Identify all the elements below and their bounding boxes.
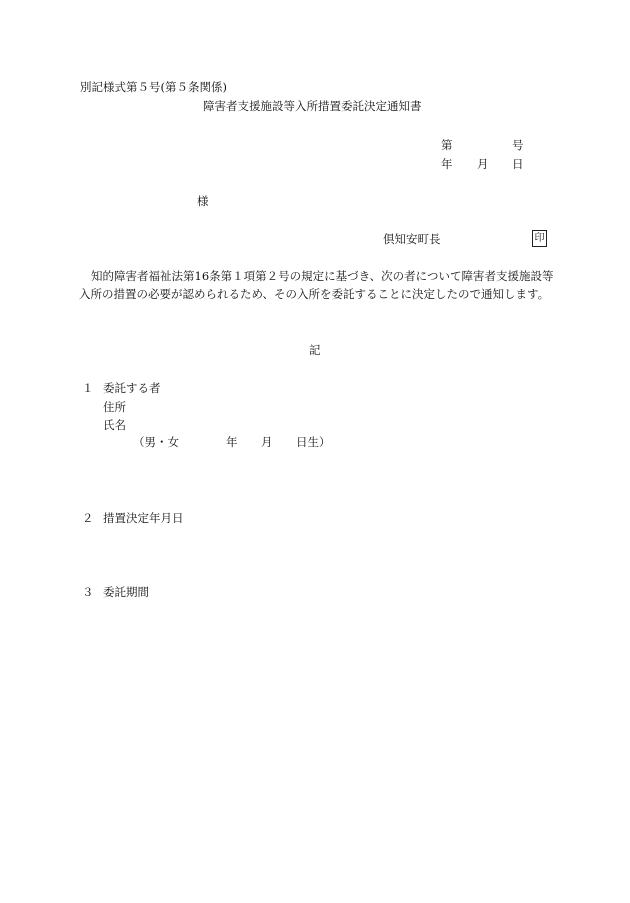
body-paragraph: 知的障害者福祉法第16条第１項第２号の規定に基づき、次の者について障害者支援施設等入所の措置の必要が認められるため、その入所を委託することに決定したので通知します。 (79, 269, 554, 301)
number-prefix: 第 (441, 138, 453, 152)
item-1-label: 委託する者 (103, 381, 161, 395)
document-title: 障害者支援施設等入所措置委託決定通知書 (203, 99, 422, 113)
item-1-name-label: 氏名 (103, 418, 126, 432)
item-1-birth-day: 日生） (296, 435, 331, 449)
date-day: 日 (512, 157, 524, 171)
item-1-birth-month: 月 (261, 435, 273, 449)
form-label: 別記様式第５号(第５条関係) (80, 80, 227, 94)
item-2-label: 措置決定年月日 (103, 511, 184, 525)
seal-mark: 印 (532, 230, 547, 247)
date-month: 月 (477, 157, 489, 171)
addressee-suffix: 様 (197, 194, 209, 208)
item-2-number: ２ (82, 511, 94, 525)
date-year: 年 (441, 157, 453, 171)
item-1-number: １ (82, 381, 94, 395)
item-1-birth-year: 年 (226, 435, 238, 449)
item-1-address-label: 住所 (103, 400, 126, 414)
number-suffix: 号 (512, 138, 524, 152)
item-3-number: ３ (82, 585, 94, 599)
issuer-name: 倶知安町長 (383, 232, 441, 246)
ki-heading: 記 (309, 343, 321, 357)
item-3-label: 委託期間 (103, 585, 149, 599)
item-1-gender: （男・女 (133, 435, 179, 449)
